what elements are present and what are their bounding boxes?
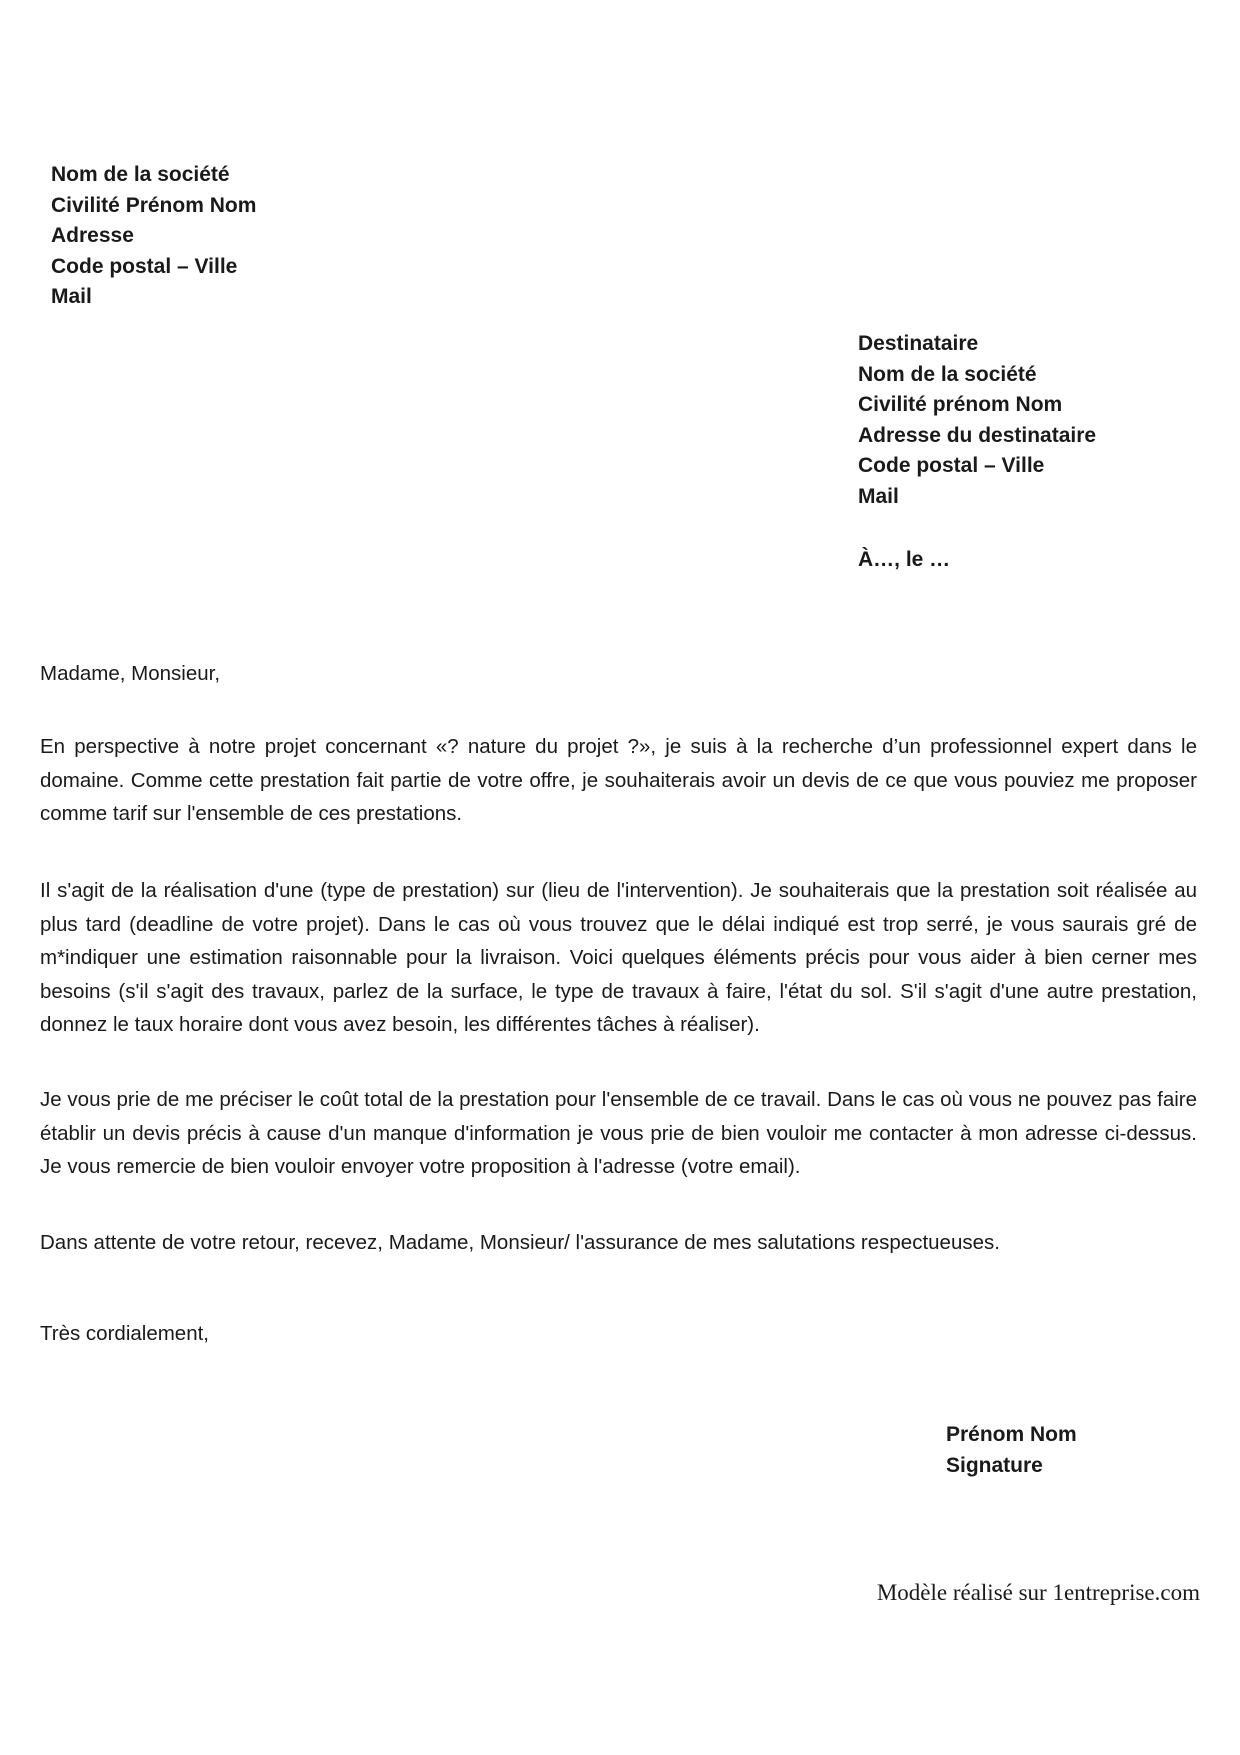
place-date: À…, le … xyxy=(858,548,951,571)
recipient-company: Nom de la société xyxy=(858,362,1037,386)
recipient-mail: Mail xyxy=(858,484,899,508)
footer-credit: Modèle réalisé sur 1entreprise.com xyxy=(876,1580,1200,1605)
recipient-label: Destinataire xyxy=(858,332,979,355)
paragraph-1 xyxy=(40,730,1197,831)
sender-name: Civilité Prénom Nom xyxy=(51,193,257,217)
paragraph-4 xyxy=(40,1226,1197,1260)
paragraph-4-text: Dans attente de votre retour, recevez, Madame, Monsieur/ l'assurance de mes salutations respectueuses. xyxy=(40,1231,1000,1254)
recipient-city: Code postal – Ville xyxy=(858,454,1045,477)
closing xyxy=(40,1317,1197,1351)
sender-mail: Mail xyxy=(51,285,92,308)
sender-city: Code postal – Ville xyxy=(51,254,238,278)
paragraph-1-text: En perspective à notre projet concernant «? nature du projet ?», je suis à la recherche d’un professionnel expert dans le domaine. Comme cette prestation fait partie de votre offre, je souhaiterais avoir un devis de ce que vous pouviez me proposer comme tarif sur l'ensemble de ces prestations. xyxy=(40,735,1197,825)
sender-company: Nom de la société xyxy=(51,163,230,186)
recipient-block xyxy=(858,329,1096,512)
sender-address: Adresse xyxy=(51,224,134,247)
salutation-text: Madame, Monsieur, xyxy=(40,662,221,685)
closing-text: Très cordialement, xyxy=(40,1322,209,1345)
signature-name: Prénom Nom xyxy=(946,1423,1077,1446)
paragraph-2-text: Il s'agit de la réalisation d'une (type de prestation) sur (lieu de l'intervention). Je souhaiterais que la prestation soit réalisée au plus tard (deadline de votre projet). Dans le cas où vous trouvez que le délai indiqué est trop serré, je vous saurais gré de m*indiquer une estimation raisonnable pour la livraison. Voici quelques éléments précis pour vous aider à bien cerner mes besoins (s'il s'agit des travaux, parlez de la surface, le type de travaux à faire, l'état du sol. S'il s'agit d'une autre prestation, donnez le taux horaire dont vous avez besoin, les différentes tâches à réaliser). xyxy=(40,879,1197,1036)
sender-block xyxy=(51,160,256,313)
paragraph-3-text: Je vous prie de me préciser le coût total de la prestation pour l'ensemble de ce travail. Dans le cas où vous ne pouvez pas faire établir un devis précis à cause d'un manque d'information je vous prie de bien vouloir me contacter à mon adresse ci-dessus. Je vous remercie de bien vouloir envoyer votre proposition à l'adresse (votre email). xyxy=(40,1088,1197,1178)
paragraph-3 xyxy=(40,1083,1197,1184)
salutation xyxy=(40,657,1197,691)
paragraph-2 xyxy=(40,874,1197,1042)
recipient-address: Adresse du destinataire xyxy=(858,423,1097,447)
signature-label: Signature xyxy=(946,1453,1043,1477)
signature-block xyxy=(946,1420,1077,1481)
recipient-name: Civilité prénom Nom xyxy=(858,393,1063,416)
